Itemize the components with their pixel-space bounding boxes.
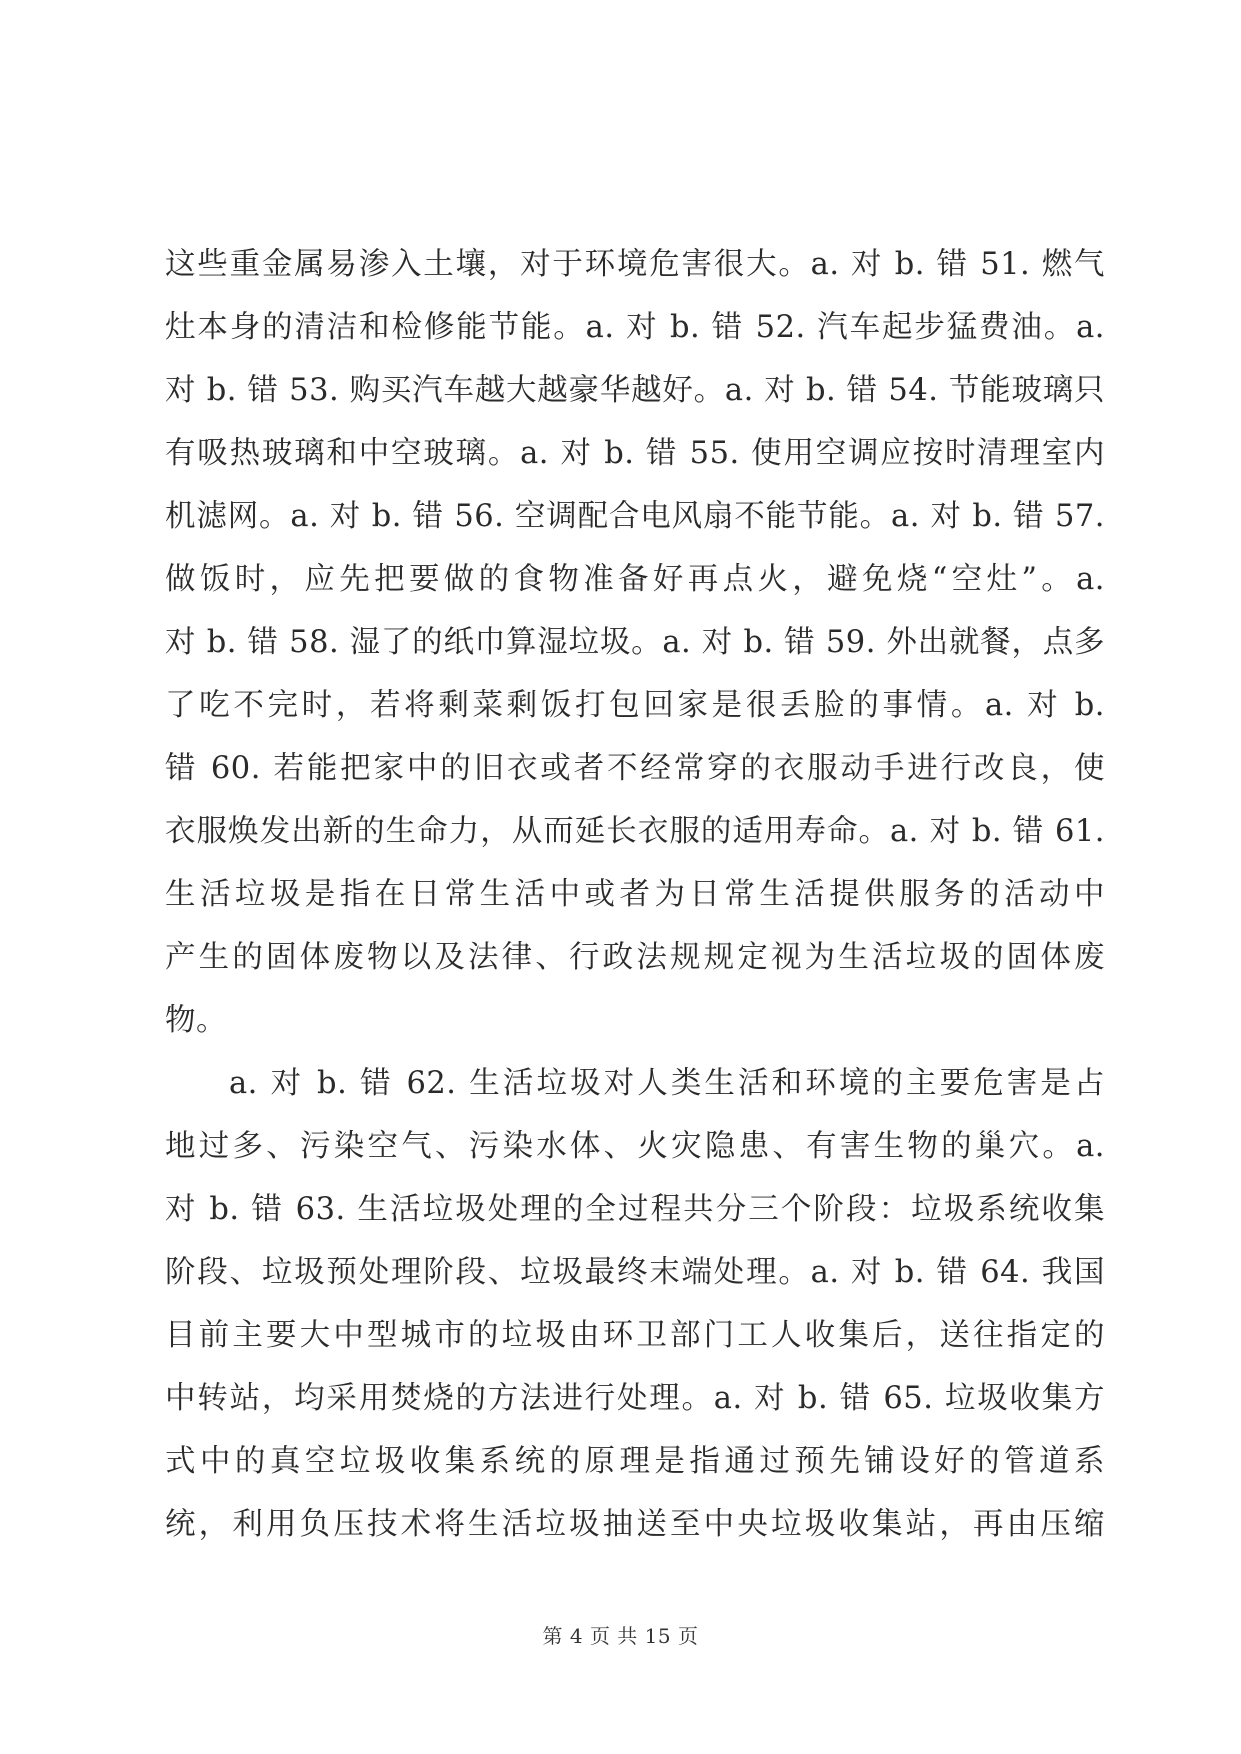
text-line: 灶本身的清洁和检修能节能。a. 对 b. 错 52. 汽车起步猛费油。a.: [165, 310, 1105, 345]
text-line: 地过多、污染空气、污染水体、火灾隐患、有害生物的巢穴。a.: [165, 1129, 1105, 1164]
text-line: 对 b. 错 53. 购买汽车越大越豪华越好。a. 对 b. 错 54. 节能玻璃只: [165, 373, 1105, 408]
text-line: 这些重金属易渗入土壤，对于环境危害很大。a. 对 b. 错 51. 燃气: [165, 247, 1105, 282]
page-number-footer: 第 4 页 共 15 页: [542, 1624, 699, 1648]
text-line: 阶段、垃圾预处理阶段、垃圾最终末端处理。a. 对 b. 错 64. 我国: [165, 1255, 1105, 1290]
paragraph-first-line: a. 对 b. 错 62. 生活垃圾对人类生活和环境的主要危害是占: [229, 1066, 1105, 1101]
text-line: 对 b. 错 63. 生活垃圾处理的全过程共分三个阶段：垃圾系统收集: [165, 1192, 1105, 1227]
text-line: 生活垃圾是指在日常生活中或者为日常生活提供服务的活动中: [165, 877, 1105, 912]
text-line: 中转站，均采用焚烧的方法进行处理。a. 对 b. 错 65. 垃圾收集方: [165, 1381, 1105, 1416]
text-line: 式中的真空垃圾收集系统的原理是指通过预先铺设好的管道系: [165, 1444, 1105, 1479]
text-line: 目前主要大中型城市的垃圾由环卫部门工人收集后，送往指定的: [165, 1318, 1105, 1353]
text-line: 机滤网。a. 对 b. 错 56. 空调配合电风扇不能节能。a. 对 b. 错 57.: [165, 499, 1105, 534]
text-line: 统，利用负压技术将生活垃圾抽送至中央垃圾收集站，再由压缩: [165, 1507, 1105, 1542]
text-line: 做饭时，应先把要做的食物准备好再点火，避免烧“空灶”。a.: [165, 562, 1105, 597]
paragraph-end-line: 物。: [165, 1003, 227, 1038]
text-line: 对 b. 错 58. 湿了的纸巾算湿垃圾。a. 对 b. 错 59. 外出就餐，点多: [165, 625, 1105, 660]
text-line: 有吸热玻璃和中空玻璃。a. 对 b. 错 55. 使用空调应按时清理室内: [165, 436, 1105, 471]
text-line: 了吃不完时，若将剩菜剩饭打包回家是很丢脸的事情。a. 对 b.: [165, 688, 1105, 723]
text-line: 错 60. 若能把家中的旧衣或者不经常穿的衣服动手进行改良，使: [165, 751, 1105, 786]
body-text: [165, 233, 1105, 1556]
text-line: 产生的固体废物以及法律、行政法规规定视为生活垃圾的固体废: [165, 940, 1105, 975]
text-line: 衣服焕发出新的生命力，从而延长衣服的适用寿命。a. 对 b. 错 61.: [165, 814, 1105, 849]
